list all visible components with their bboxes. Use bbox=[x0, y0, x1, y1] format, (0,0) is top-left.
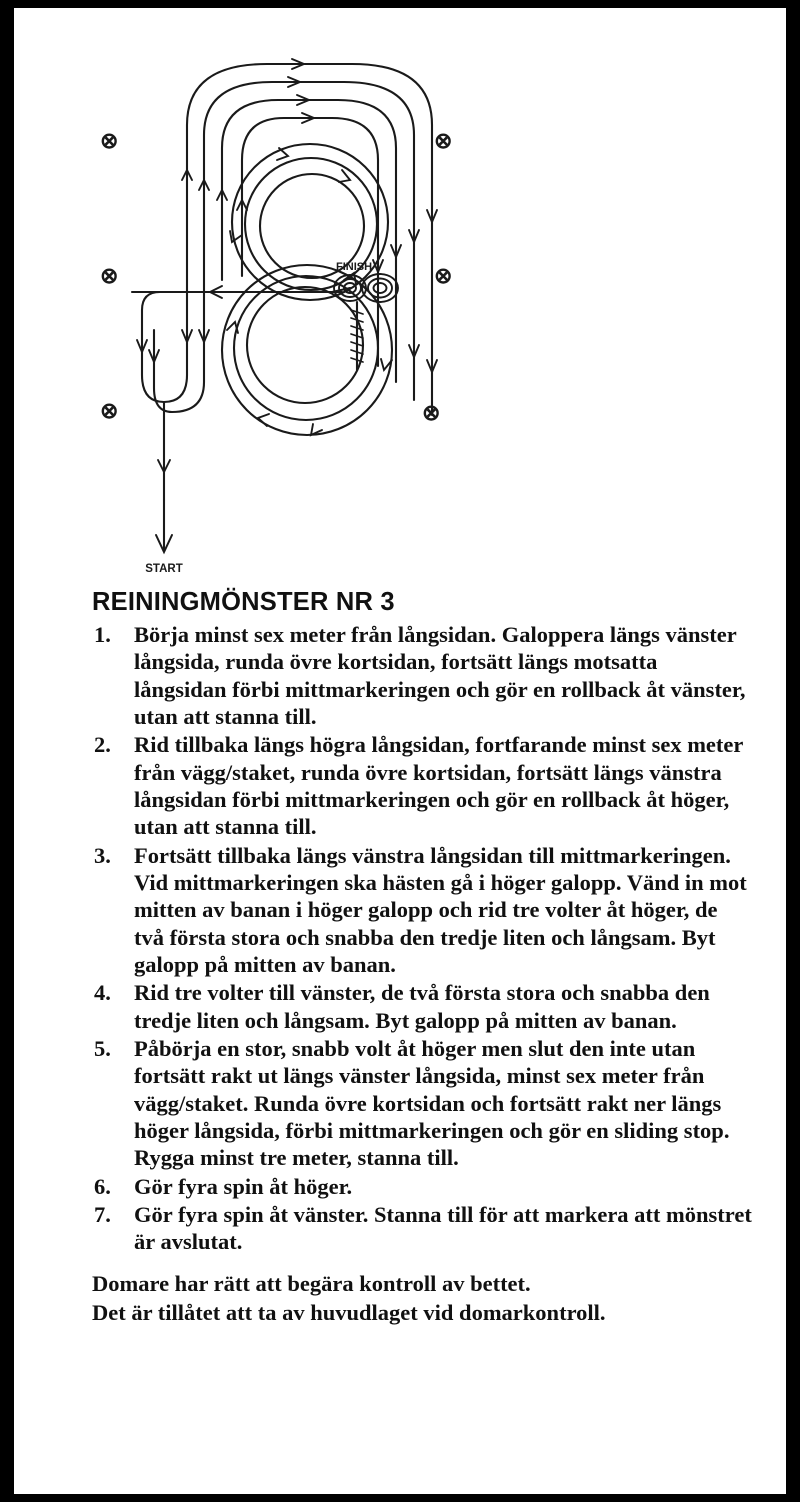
step-number: 1. bbox=[94, 622, 111, 647]
step-text: Gör fyra spin åt vänster. Stanna till för att markera att mönstret är avslutat. bbox=[134, 1201, 752, 1255]
note-line: Domare har rätt att begära kontroll av bettet. bbox=[92, 1270, 531, 1296]
start-label: START bbox=[145, 563, 183, 575]
step-number: 7. bbox=[94, 1201, 111, 1227]
step-text: Börja minst sex meter från långsidan. Galoppera längs vänster långsida, runda övre kortsidan, fortsätt längs motsatta långsidan förbi mittmarkeringen och gör en rollback åt vänster, utan att stanna till. bbox=[134, 622, 746, 729]
steps-list bbox=[92, 621, 752, 1256]
track-left-loop bbox=[142, 290, 342, 402]
cone-marker-top-left: ⊗ bbox=[100, 128, 119, 153]
cone-marker-bottom-left: ⊗ bbox=[100, 398, 119, 423]
spin-spirals bbox=[334, 274, 398, 302]
track-outer-2 bbox=[204, 82, 414, 400]
page-title: REININGMÖNSTER NR 3 bbox=[92, 588, 395, 616]
step-number: 5. bbox=[94, 1035, 111, 1061]
step-number: 2. bbox=[94, 732, 111, 758]
cone-marker-mid-right: ⊗ bbox=[434, 263, 453, 288]
note-line: Det är tillåtet att ta av huvudlaget vid domarkontroll. bbox=[92, 1299, 606, 1325]
cone-markers bbox=[100, 128, 452, 425]
step-text: Rid tre volter till vänster, de två första stora och snabba den tredje liten och långsam. Byt galopp på mitten av banan. bbox=[134, 980, 710, 1033]
step-text: Gör fyra spin åt höger. bbox=[134, 1173, 353, 1199]
track-left-loop-2 bbox=[154, 285, 204, 412]
pattern-description bbox=[92, 588, 752, 1328]
footer-notes bbox=[92, 1270, 752, 1328]
page-inner bbox=[14, 8, 786, 1494]
step-text: Fortsätt tillbaka längs vänstra långsidan till mittmarkeringen. Vid mittmarkeringen ska hästen gå i höger galopp. Vänd in mot mitten av banan i höger galopp och rid tre volter åt höger, de två första stora och snabba den tredje liten och långsam. Byt galopp på mitten av banan. bbox=[134, 842, 747, 977]
step-number: 3. bbox=[94, 842, 111, 868]
list-item bbox=[92, 979, 752, 1034]
finish-label: FINISH bbox=[335, 261, 373, 273]
document-page bbox=[14, 8, 786, 1494]
reining-pattern-diagram bbox=[92, 30, 492, 590]
step-text: Påbörja en stor, snabb volt åt höger men slut den inte utan fortsätt rakt ut längs vänster långsida, minst sex meter från vägg/staket. Runda övre kortsidan och fortsätt rakt ner längs höger långsida, förbi mittmarkeringen och gör en sliding stop. Rygga minst tre meter, stanna till. bbox=[134, 1035, 730, 1171]
list-item bbox=[92, 1173, 752, 1200]
cone-marker-bottom-right: ⊗ bbox=[422, 400, 441, 425]
list-item bbox=[92, 1201, 752, 1256]
list-item bbox=[92, 1035, 752, 1172]
cone-marker-top-right: ⊗ bbox=[434, 128, 453, 153]
cone-marker-mid-left: ⊗ bbox=[100, 263, 119, 288]
step-number: 4. bbox=[94, 980, 111, 1006]
list-item bbox=[92, 731, 752, 840]
step-text: Rid tillbaka längs högra långsidan, fortfarande minst sex meter från vägg/staket, runda övre kortsidan, fortsätt längs vänstra långsidan förbi mittmarkeringen och gör en rollback åt höger, utan att stanna till. bbox=[134, 732, 743, 840]
list-item bbox=[92, 621, 752, 730]
step-number: 6. bbox=[94, 1173, 111, 1199]
circle-small-lower bbox=[247, 287, 363, 403]
list-item bbox=[92, 842, 752, 979]
